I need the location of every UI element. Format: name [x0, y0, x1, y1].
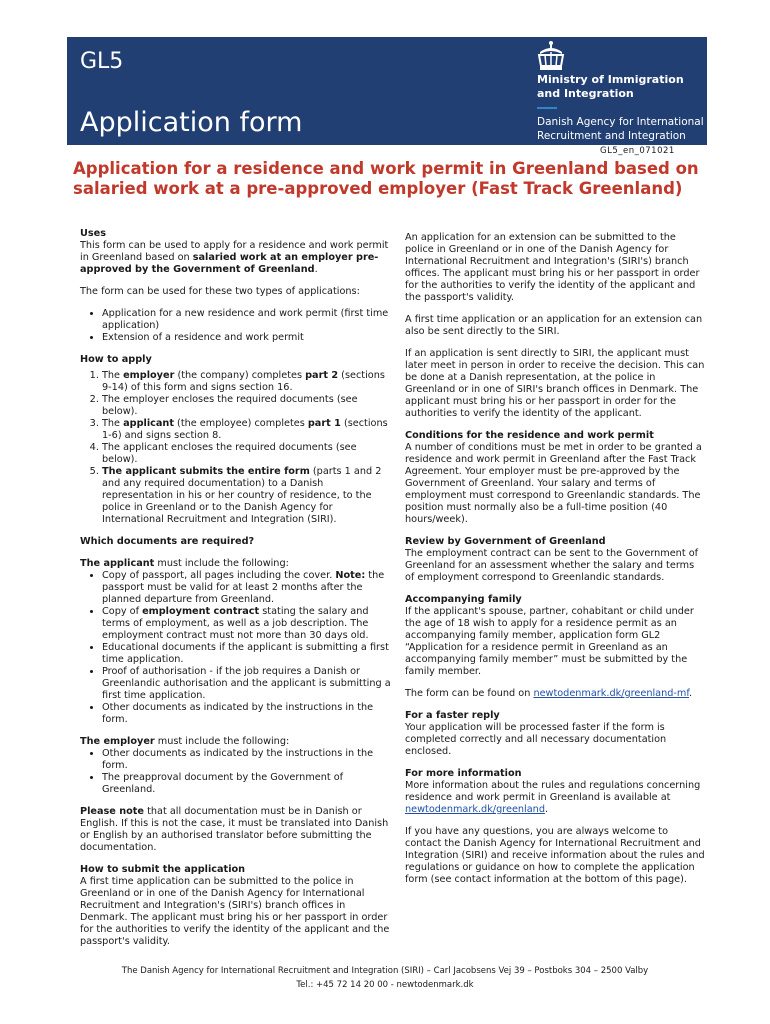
faster-reply-text: Your application will be processed faster if the form is completed correctly and all necessary documentation enclosed. [405, 722, 667, 757]
form-code: GL5 [80, 49, 124, 74]
uses-text: This form can be used to apply for a residence and work permit in Greenland based on [80, 240, 389, 263]
agency-divider [537, 107, 557, 109]
review-text: The employment contract can be sent to the Government of Greenland for an assessment whether the salary and terms of employment correspond to Greenlandic standards. [405, 548, 699, 583]
crown-icon [532, 40, 570, 74]
list-item: • Extension of a residence and work permit [102, 332, 392, 344]
applicant-intro: The applicant must include the following: [80, 558, 289, 569]
ministry-name: Ministry of Immigration and Integration [537, 73, 684, 100]
list-item: • The preapproval document by the Government of Greenland. [102, 772, 392, 796]
applicant-documents-list [80, 570, 392, 726]
application-types-list [80, 308, 392, 344]
greenland-link[interactable]: newtodenmark.dk/greenland [405, 804, 545, 815]
how-to-apply-steps [80, 370, 392, 526]
list-item: 2. The employer encloses the required documents (see below). [102, 394, 392, 418]
list-item: 4. The applicant encloses the required documents (see below). [102, 442, 392, 466]
meet-in-person-paragraph: If an application is sent directly to SIRI, the applicant must later meet in person in order to receive the decision. This can be done at a Danish representation, at the police in Greenland or in one of SIRI's branch offices in Denmark. The applicant must bring his or her passport in order for the authorities to verify the identity of the applicant. [405, 348, 705, 419]
family-text: If the applicant's spouse, partner, cohabitant or child under the age of 18 wish to apply for a residence permit as an accompanying family member, application form GL2 “Application for a residence permit in Greenland as an accompanying family member” must be submitted by the family member. [405, 606, 694, 677]
list-item: • Copy of employment contract stating the salary and terms of employment, as well as a job description. The employment contract must not more than 30 days old. [102, 606, 392, 642]
uses-heading: Uses [80, 228, 106, 239]
conditions-text: A number of conditions must be met in order to be granted a residence and work permit in Greenland after the Fast Track Agreement. Your employer must be pre-approved by the Government of Greenland. Your salary and terms of employment must correspond to Greenlandic standards. The position must normally also be a full-time position (40 hours/week). [405, 442, 702, 525]
list-item: • Other documents as indicated by the instructions in the form. [102, 702, 392, 726]
uses-paragraph [80, 240, 392, 276]
page-footer [0, 964, 770, 992]
header-banner [67, 37, 707, 145]
faster-reply-heading: For a faster reply [405, 710, 500, 721]
list-item: • Copy of passport, all pages including the cover. Note: the passport must be valid for at least 2 months after the planned departure from Greenland. [102, 570, 392, 606]
list-item: 1. The employer (the company) completes part 2 (sections 9-14) of this form and signs section 16. [102, 370, 392, 394]
two-types-text: The form can be used for these two types of applications: [80, 286, 360, 297]
footer-contact: Tel.: +45 72 14 20 00 - newtodenmark.dk [296, 980, 474, 990]
submit-heading: How to submit the application [80, 864, 246, 875]
document-title: Application for a residence and work permit in Greenland based on salaried work at a pre-approved employer (Fast Track Greenland) [73, 159, 699, 198]
list-item: • Educational documents if the applicant is submitting a first time application. [102, 642, 392, 666]
employer-intro: The employer must include the following: [80, 736, 290, 747]
list-item: 5. The applicant submits the entire form (parts 1 and 2 and any required documentation) to a Danish representation in his or her country of residence, to the police in Greenland or to the Danish Agency for International Recruitment and Integration (SIRI). [102, 466, 392, 526]
more-info-heading: For more information [405, 768, 522, 779]
employer-documents-list [80, 748, 392, 796]
conditions-heading: Conditions for the residence and work permit [405, 430, 654, 441]
list-item: 3. The applicant (the employee) completes part 1 (sections 1-6) and signs section 8. [102, 418, 392, 442]
document-reference: GL5_en_071021 [600, 146, 675, 156]
uses-end: . [314, 264, 318, 275]
form-found-paragraph: The form can be found on newtodenmark.dk/greenland-mf. [405, 688, 693, 699]
right-column [405, 232, 705, 896]
how-to-apply-heading: How to apply [80, 354, 152, 365]
documents-heading: Which documents are required? [80, 536, 255, 547]
submit-text: A first time application can be submitted to the police in Greenland or in one of the Danish Agency for International Recruitment and Integration's (SIRI's) branch offices in Denmark. The applicant must bring his or her passport in order for the authorities to verify the identity of the applicant and the passport's validity. [80, 876, 390, 947]
direct-siri-paragraph: A first time application or an application for an extension can also be sent directly to the SIRI. [405, 314, 703, 337]
list-item: • Application for a new residence and work permit (first time application) [102, 308, 392, 332]
uses-bold: salaried work at an employer pre-approved by the Government of Greenland [80, 252, 379, 275]
form-subtitle: Application form [80, 107, 303, 138]
left-column [80, 228, 392, 958]
agency-name: Danish Agency for International Recruitment and Integration [537, 116, 704, 142]
please-note-paragraph: Please note that all documentation must be in Danish or English. If this is not the case, it must be translated into Danish or English by an authorised translator before submitting the documentation. [80, 806, 389, 853]
more-info-paragraph: More information about the rules and regulations concerning residence and work permit in Greenland is available at newtodenmark.dk/greenland. [405, 780, 701, 815]
footer-address: The Danish Agency for International Recruitment and Integration (SIRI) – Carl Jacobsens Vej 39 – Postboks 304 – 2500 Valby [121, 966, 649, 976]
questions-text: If you have any questions, you are always welcome to contact the Danish Agency for International Recruitment and Integration (SIRI) and receive information about the rules and regulations or guidance on how to complete the application form (see contact information at the bottom of this page). [405, 826, 705, 885]
list-item: • Other documents as indicated by the instructions in the form. [102, 748, 392, 772]
extension-paragraph: An application for an extension can be submitted to the police in Greenland or in one of the Danish Agency for International Recruitment and Integration's (SIRI's) branch offices. The applicant must bring his or her passport in order for the authorities to verify the identity of the applicant and the passport's validity. [405, 232, 700, 303]
family-heading: Accompanying family [405, 594, 522, 605]
list-item: • Proof of authorisation - if the job requires a Danish or Greenlandic authorisation and the applicant is submitting a first time application. [102, 666, 392, 702]
review-heading: Review by Government of Greenland [405, 536, 606, 547]
greenland-mf-link[interactable]: newtodenmark.dk/greenland-mf [533, 688, 690, 699]
